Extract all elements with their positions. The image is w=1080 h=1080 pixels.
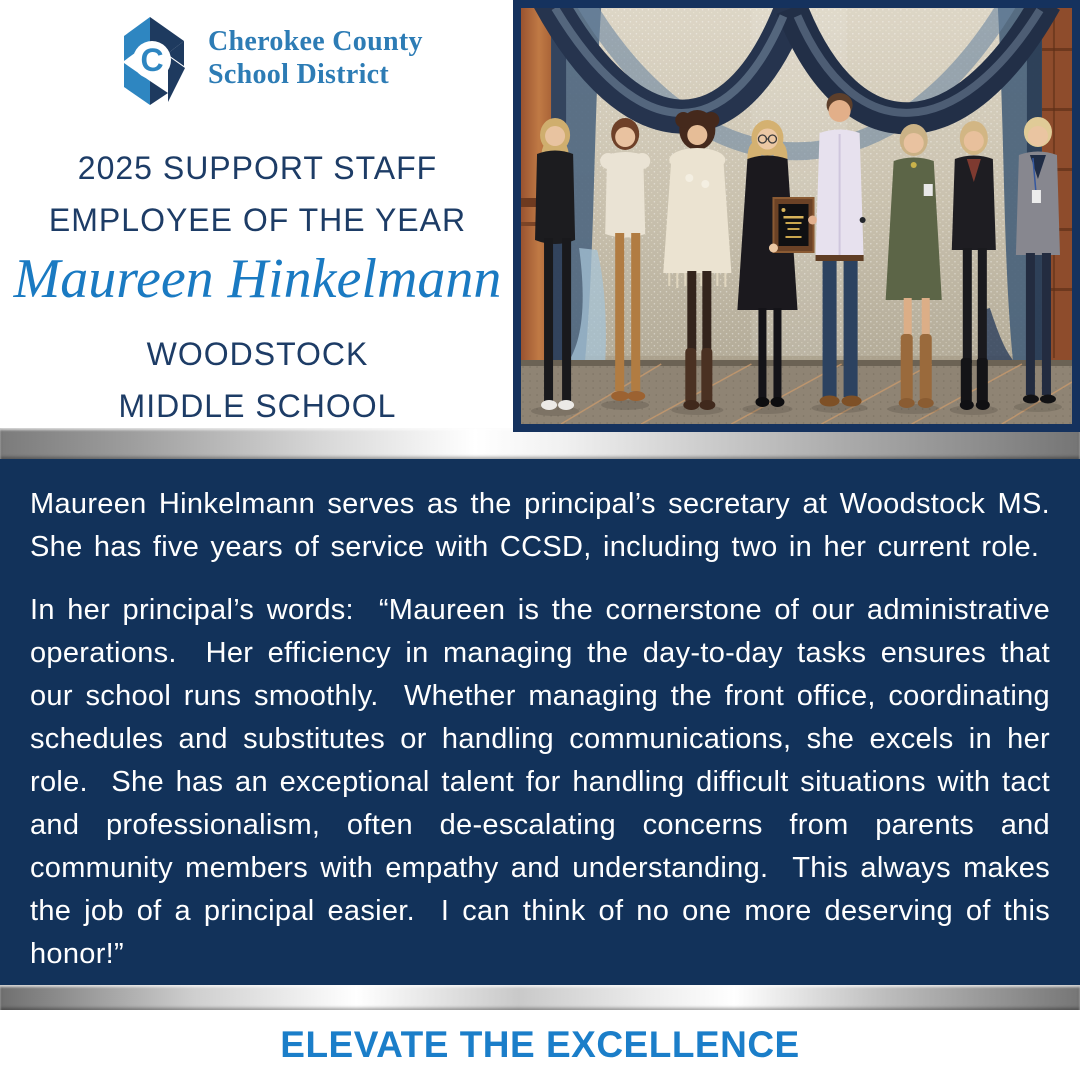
footer [0, 1010, 1080, 1080]
school-name-line-2: MIDDLE SCHOOL [118, 388, 397, 424]
award-title-line-2: EMPLOYEE OF THE YEAR [48, 202, 467, 238]
bio-paragraph-2: In her principal’s words: “Maureen is the cornerstone of our administrative operations. Her efficiency in managing the day-to-day tasks ensures that our school runs smoothly. Whether managing the front office, coordinating schedules and substitutes or handling communications, she excels in her role. She has an exceptional talent for handling difficult situations with tact and professionalism, often de-escalating concerns from parents and community members with empathy and understanding. This always makes the job of a principal easier. I can think of no one more deserving of this honor!” [30, 594, 1062, 970]
bio-paragraph-1: Maureen Hinkelmann serves as the principal’s secretary at Woodstock MS. She has five years of service with CCSD, including two in her current role. [30, 488, 1073, 563]
metallic-divider-bottom [0, 985, 1080, 1010]
footer-tagline: ELEVATE THE EXCELLENCE [280, 1024, 800, 1065]
recipient-name: Maureen Hinkelmann [13, 248, 502, 310]
award-plaque [773, 198, 813, 252]
district-brand [112, 8, 423, 108]
carpet-floor [521, 360, 1072, 424]
award-title-line-1: 2025 SUPPORT STAFF [77, 150, 438, 186]
metallic-divider-top [0, 428, 1080, 459]
school-name [0, 328, 515, 432]
ccsd-logo-icon [112, 8, 192, 108]
header-column [0, 0, 515, 430]
svg-text:C: C [140, 42, 164, 78]
school-name-line-1: WOODSTOCK [146, 336, 369, 372]
brand-line-2: School District [208, 59, 390, 90]
award-title [0, 142, 515, 246]
bio-section [0, 459, 1080, 985]
award-photo [513, 0, 1080, 432]
award-photo-scene [521, 8, 1072, 424]
brand-line-1: Cherokee County [208, 26, 423, 57]
brand-name [208, 25, 423, 91]
